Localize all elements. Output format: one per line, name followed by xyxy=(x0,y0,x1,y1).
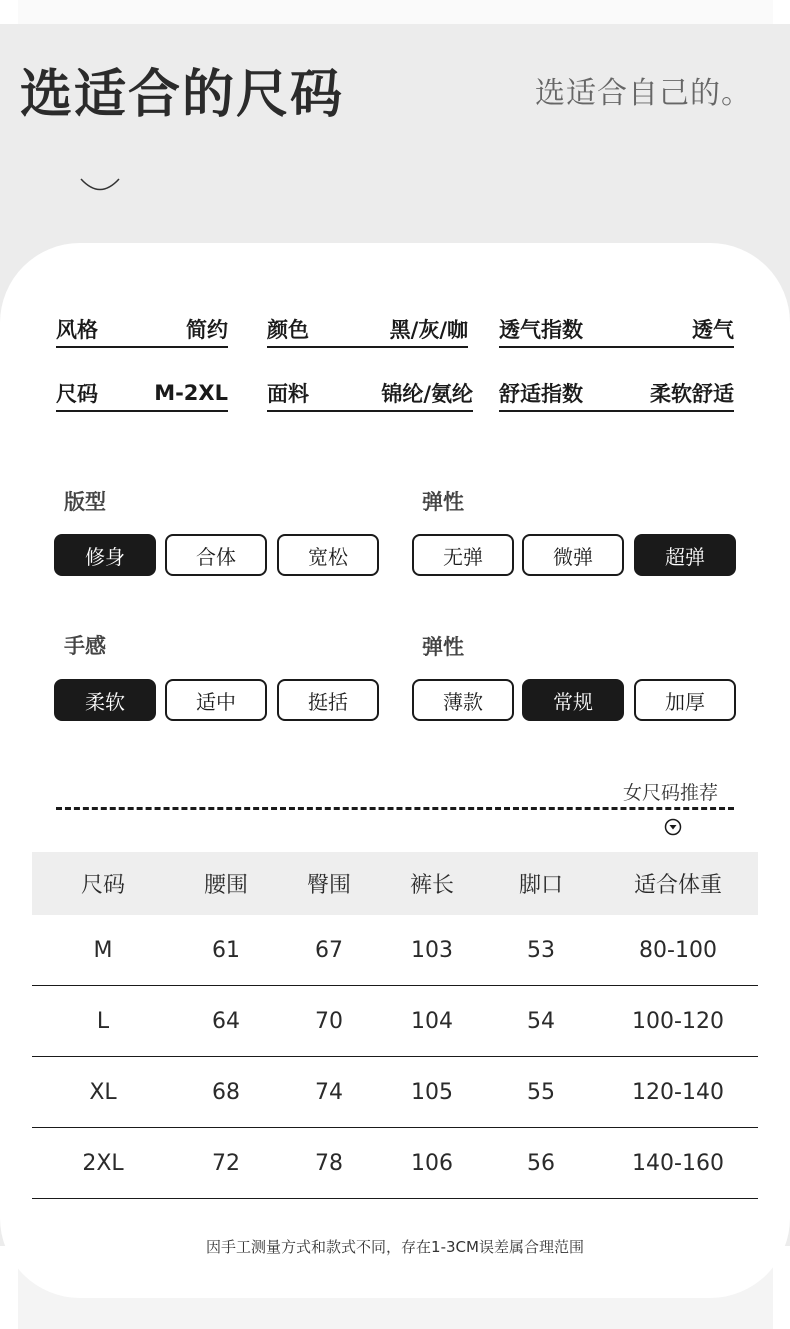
chip-feel-medium[interactable]: 适中 xyxy=(165,679,267,721)
chip-feel-soft[interactable]: 柔软 xyxy=(54,679,156,721)
table-cell: 68 xyxy=(212,1079,240,1105)
attr-color xyxy=(267,312,468,348)
table-cell: 78 xyxy=(315,1150,343,1176)
table-cell: XL xyxy=(89,1079,117,1105)
attr-label: 尺码 xyxy=(56,382,98,406)
attr-size xyxy=(56,376,228,412)
page-subtitle: 选适合自己的。 xyxy=(535,76,752,111)
attr-label: 颜色 xyxy=(267,318,309,342)
header-cell: 裤长 xyxy=(409,873,454,898)
attr-value: M-2XL xyxy=(154,381,228,405)
measurement-note: 因手工测量方式和款式不同，存在1-3CM误差属合理范围 xyxy=(206,1238,584,1256)
chip-fit-slim[interactable]: 修身 xyxy=(54,534,156,576)
chip-thick-thin[interactable]: 薄款 xyxy=(412,679,514,721)
table-row xyxy=(32,1128,758,1199)
attr-value: 透气 xyxy=(692,318,734,342)
page-title: 选适合的尺码 xyxy=(20,65,345,125)
attr-style xyxy=(56,312,228,348)
table-cell: 54 xyxy=(527,1008,555,1034)
group-title-hand-feel: 手感 xyxy=(64,634,106,658)
group-title-thickness: 弹性 xyxy=(422,635,464,659)
table-cell: 120-140 xyxy=(632,1079,724,1105)
table-cell: 55 xyxy=(527,1079,555,1105)
size-table xyxy=(32,852,758,1199)
attr-value: 简约 xyxy=(186,318,228,342)
table-cell: 100-120 xyxy=(632,1008,724,1034)
attr-breathability xyxy=(499,312,734,348)
size-recommend-label: 女尺码推荐 xyxy=(622,782,718,804)
table-cell: 2XL xyxy=(82,1150,124,1176)
table-cell: 104 xyxy=(411,1008,453,1034)
header-cell: 脚口 xyxy=(518,873,563,898)
header-cell: 腰围 xyxy=(203,873,248,898)
group-title-fit: 版型 xyxy=(64,490,106,514)
chip-feel-stiff[interactable]: 挺括 xyxy=(277,679,379,721)
table-header xyxy=(32,852,758,915)
table-cell: 106 xyxy=(411,1150,453,1176)
table-cell: 72 xyxy=(212,1150,240,1176)
chip-elastic-none[interactable]: 无弹 xyxy=(412,534,514,576)
top-strip xyxy=(18,0,773,24)
smile-curve-icon xyxy=(80,176,120,194)
attr-label: 舒适指数 xyxy=(499,382,583,406)
table-cell: 80-100 xyxy=(639,937,717,963)
table-cell: 105 xyxy=(411,1079,453,1105)
chip-thick-regular[interactable]: 常规 xyxy=(522,679,624,721)
table-row xyxy=(32,1057,758,1128)
chip-thick-thick[interactable]: 加厚 xyxy=(634,679,736,721)
table-cell: M xyxy=(93,937,113,963)
chip-elastic-slight[interactable]: 微弹 xyxy=(522,534,624,576)
table-cell: L xyxy=(96,1008,110,1034)
attr-value: 锦纶/氨纶 xyxy=(381,382,473,406)
table-cell: 64 xyxy=(212,1008,240,1034)
table-row xyxy=(32,915,758,986)
table-cell: 70 xyxy=(315,1008,343,1034)
attr-comfort xyxy=(499,376,734,412)
header-cell: 臀围 xyxy=(306,873,351,898)
attr-label: 风格 xyxy=(56,318,98,342)
chevron-down-circle-icon xyxy=(664,818,682,836)
attr-fabric xyxy=(267,376,473,412)
table-cell: 74 xyxy=(315,1079,343,1105)
table-row xyxy=(32,986,758,1057)
attr-label: 透气指数 xyxy=(499,318,583,342)
header-cell: 适合体重 xyxy=(633,873,722,898)
table-cell: 140-160 xyxy=(632,1150,724,1176)
chip-fit-regular[interactable]: 合体 xyxy=(165,534,267,576)
attr-label: 面料 xyxy=(267,382,309,406)
table-cell: 103 xyxy=(411,937,453,963)
table-cell: 56 xyxy=(527,1150,555,1176)
group-title-elasticity: 弹性 xyxy=(422,490,464,514)
header-cell: 尺码 xyxy=(80,873,125,898)
dashed-divider xyxy=(56,807,734,810)
attr-value: 柔软舒适 xyxy=(650,382,734,406)
attr-value: 黑/灰/咖 xyxy=(389,318,468,342)
table-cell: 61 xyxy=(212,937,240,963)
table-cell: 67 xyxy=(315,937,343,963)
table-cell: 53 xyxy=(527,937,555,963)
chip-elastic-super[interactable]: 超弹 xyxy=(634,534,736,576)
chip-fit-loose[interactable]: 宽松 xyxy=(277,534,379,576)
